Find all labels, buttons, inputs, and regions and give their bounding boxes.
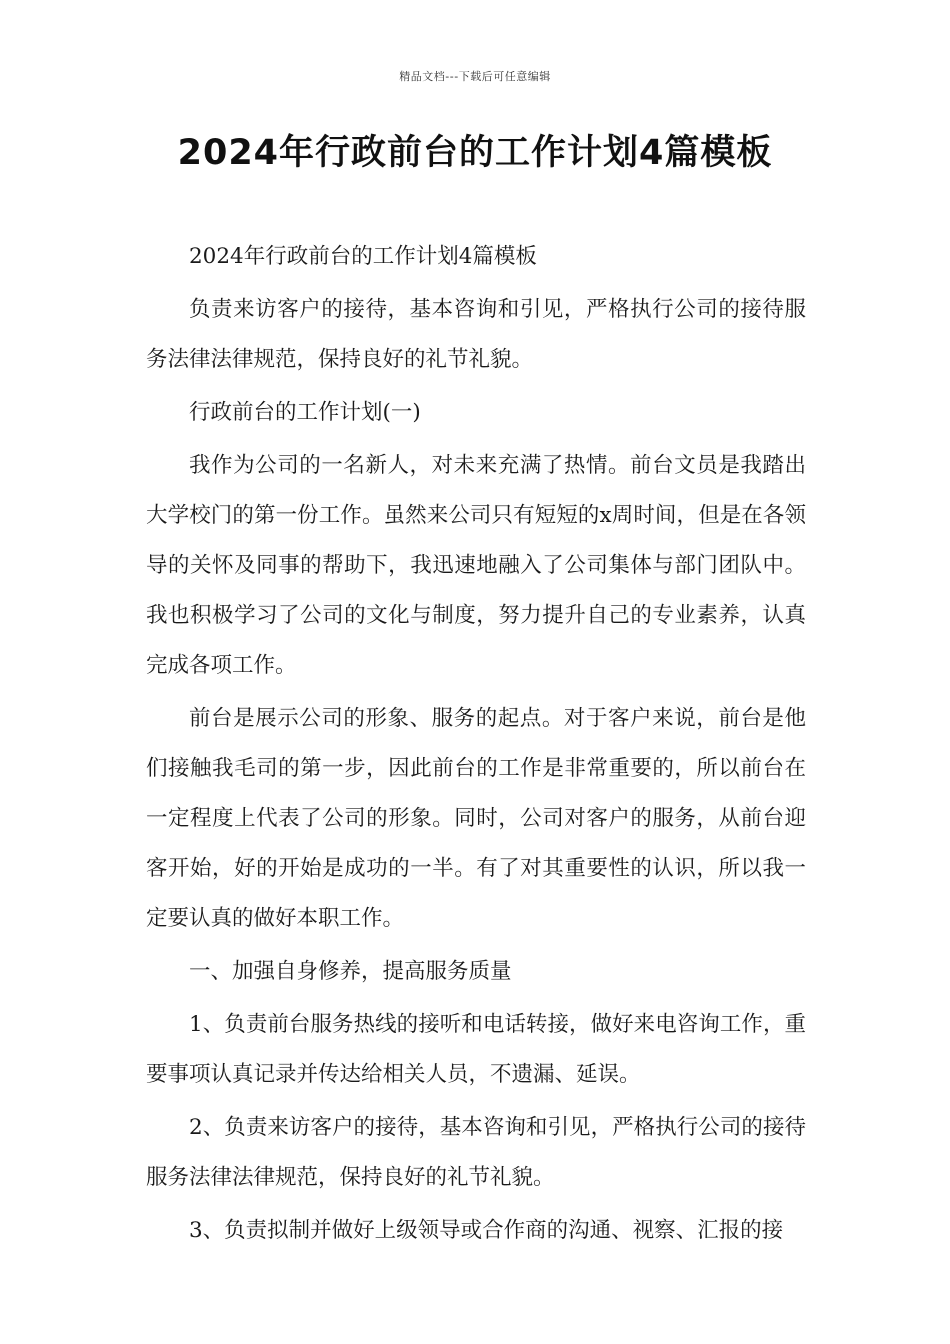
document-body [146, 232, 806, 1259]
document-title: 2024年行政前台的工作计划4篇模板 [177, 133, 773, 173]
paragraph: 负责来访客户的接待，基本咨询和引见，严格执行公司的接待服务法律法律规范，保持良好的礼节礼貌。 [146, 297, 806, 372]
list-item: 1、负责前台服务热线的接听和电话转接，做好来电咨询工作，重要事项认真记录并传达给相关人员，不遗漏、延误。 [146, 1012, 806, 1087]
paragraph: 我作为公司的一名新人，对未来充满了热情。前台文员是我踏出大学校门的第一份工作。虽然来公司只有短短的x周时间，但是在各领导的关怀及同事的帮助下，我迅速地融入了公司集体与部门团队中。我也积极学习了公司的文化与制度，努力提升自己的专业素养，认真完成各项工作。 [146, 453, 806, 678]
list-item: 2、负责来访客户的接待，基本咨询和引见，严格执行公司的接待服务法律法律规范，保持良好的礼节礼貌。 [146, 1115, 806, 1190]
paragraph: 前台是展示公司的形象、服务的起点。对于客户来说，前台是他们接触我毛司的第一步，因此前台的工作是非常重要的，所以前台在一定程度上代表了公司的形象。同时，公司对客户的服务，从前台迎客开始，好的开始是成功的一半。有了对其重要性的认识，所以我一定要认真的做好本职工作。 [146, 706, 806, 931]
section-heading: 行政前台的工作计划(一) [189, 400, 421, 425]
section-heading: 一、加强自身修养，提高服务质量 [189, 959, 512, 984]
list-item: 3、负责拟制并做好上级领导或合作商的沟通、视察、汇报的接 [189, 1218, 784, 1243]
paragraph-subtitle: 2024年行政前台的工作计划4篇模板 [189, 244, 537, 269]
header-note: 精品文档---下载后可任意编辑 [399, 70, 551, 83]
